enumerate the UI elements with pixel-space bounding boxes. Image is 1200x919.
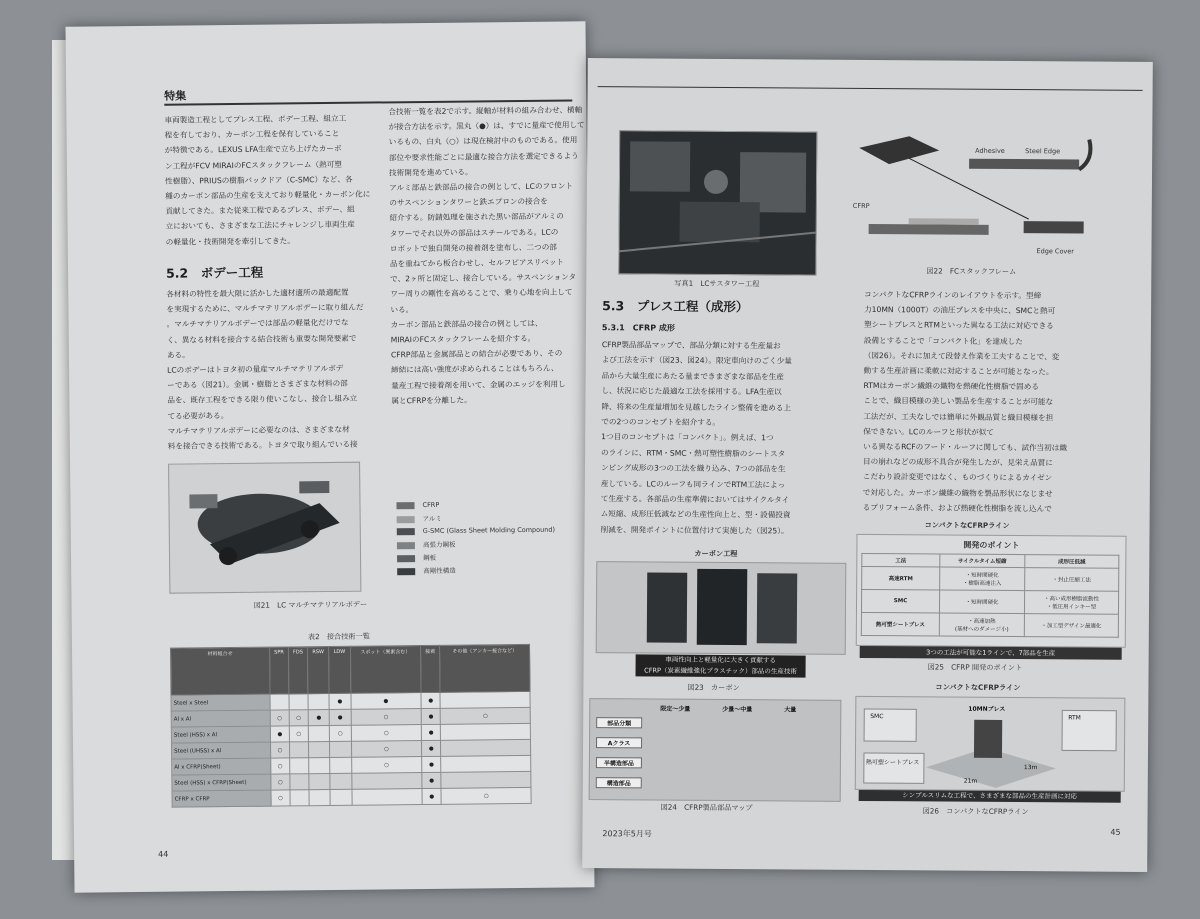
- table-cell: ●: [421, 724, 440, 740]
- fig22-label-cfrp: CFRP: [852, 201, 870, 211]
- text-line: のサスペンションタワーと鉄エプロンの接合を: [389, 196, 548, 208]
- text-line: 部位や要求性能ごとに最適な接合方法を選定できるよう: [388, 150, 579, 162]
- text-line: のラインに、RTM・SMC・熱可塑性樹脂のシートスタ: [601, 447, 786, 459]
- fig25-header: 工法: [862, 553, 940, 567]
- text-line: ロボットで独自開発の接着剤を塗布し、二つの部: [389, 242, 557, 254]
- text-line: 車両製造工程としてプレス工程、ボデー工程、組立工: [164, 113, 347, 125]
- text-line: し、状況に応じた最適な工法を採用する。LFA生産以: [601, 386, 782, 397]
- legend-item: [396, 501, 439, 509]
- figure-26-layout: [855, 696, 1126, 792]
- text-line: CFRP製品部品マップで、部品分類に対する生産量お: [601, 340, 781, 351]
- text-line: よび工法を示す（図23、図24）。限定車向けのごく少量: [601, 355, 792, 366]
- table-cell: [309, 774, 330, 790]
- text-line: MIRAIのFCスタックフレームを紹介する。: [390, 333, 536, 345]
- fig22-label-edge-cover: Edge Cover: [1036, 247, 1074, 256]
- legend-label: 高張力鋼板: [422, 540, 456, 550]
- text-line: ンピング成形の3つの工法を織り込み、7つの部品を生: [600, 463, 786, 474]
- figure-22-caption: 図22 FCスタックフレーム: [926, 266, 1017, 277]
- table-cell: [441, 771, 531, 788]
- table-cell: ○: [271, 790, 290, 806]
- text-line: ーである（図21）。金属・樹脂とさまざまな材料の部: [167, 378, 348, 390]
- legend-label: 鋼板: [423, 553, 437, 563]
- table-cell: ○: [289, 710, 308, 726]
- table-header: 接着: [421, 645, 441, 692]
- text-line: 量産工程で接着剤を用いて、金属のエッジを利用し: [391, 379, 566, 390]
- table-cell: ●: [421, 692, 440, 708]
- table-cell: [330, 789, 351, 805]
- subsection-5-3-1: 5.3.1 CFRP 成形: [601, 323, 675, 333]
- figure-26-caption: 図26 コンパクトなCFRPライン: [922, 806, 1029, 817]
- text-line: 目の崩れなどの成形不具合が発生したが、見栄え品質に: [862, 457, 1053, 468]
- carbon-process-illustration: [597, 562, 846, 654]
- text-line: マルチマテリアルボデーに必要なのは、さまざまな材: [167, 424, 350, 436]
- fig25-cell: ・短時間硬化 ・樹脂高速注入: [940, 567, 1025, 591]
- text-line: 動する生産計画に柔軟に対応することが可能となった。: [863, 365, 1054, 377]
- factory-photo-illustration: [619, 131, 816, 274]
- figure-23-caption: 図23 カーボン: [687, 682, 740, 693]
- text-line: ある。: [166, 350, 190, 360]
- table-cell: ●: [308, 710, 329, 726]
- table-cell: [289, 742, 308, 758]
- table-header: SPR: [270, 647, 289, 694]
- fig25-cell: ・高い成形樹脂流動性 ・低圧用インキー型: [1024, 591, 1118, 615]
- development-points-table: [861, 553, 1120, 638]
- text-line: 工法だが、工夫なしでは簡単に外観品質と織目模様を担: [863, 411, 1054, 422]
- text-line: て生産する。各部品の生産準備においてはサイクルタイ: [600, 494, 790, 505]
- legend-swatch: [397, 542, 415, 549]
- thermoplastic-label: 熱可塑シートプレス: [865, 758, 920, 767]
- text-line: ン工程がFCV MIRAIのFCスタックフレーム（熱可塑: [164, 159, 342, 171]
- text-line: 技術開発を進めている。: [388, 167, 473, 178]
- legend-item: [397, 540, 456, 550]
- text-line: コンパクトなCFRPラインのレイアウトを示す。型締: [864, 289, 1042, 301]
- joining-technology-table: [170, 644, 532, 808]
- table-cell: ○: [351, 741, 422, 758]
- figure-26-summary-bar: シンプルスリムな工程で、さまざまな部品の生産計画に対応: [859, 790, 1121, 803]
- table-cell: ○: [351, 757, 422, 774]
- text-line: 削減を、開発ポイントに位置付けて実施した（図25）。: [600, 524, 789, 536]
- text-line: 1つ目のコンセプトは「コンパクト」。例えば、1つ: [601, 432, 774, 443]
- text-line: ム短縮、成形圧低減などの生産性向上と、型・設備投資: [600, 509, 791, 520]
- table-cell: [309, 758, 330, 774]
- press-label: 10MNプレス: [968, 705, 1006, 713]
- photo-1-caption: 写真1 LCサスタワー工程: [674, 278, 760, 289]
- fig25-cell: ・短時間硬化: [939, 590, 1024, 614]
- figure-24-map: [589, 698, 842, 802]
- width-13m: 13m: [1023, 764, 1038, 772]
- figure-23-title: カーボン工程: [694, 548, 738, 559]
- fig24-column-label: 少量～中量: [722, 705, 753, 714]
- table-cell: Steel (HSS) x CFRP(Sheet): [172, 774, 271, 791]
- figure-21-image: [168, 462, 361, 594]
- fig25-cell: ・封止圧縮工法: [1024, 568, 1118, 592]
- text-line: てる必要がある。: [167, 410, 229, 421]
- text-line: 合技術一覧を表2で示す。縦軸が材料の組み合わせ、横軸: [388, 105, 583, 117]
- text-line: く、異なる材料を接合する結合技術も重要な開発要素で: [166, 333, 357, 345]
- photo-1-factory: [618, 130, 817, 275]
- text-line: で対応した。カーボン繊維の織物を製品形状になじませ: [862, 487, 1053, 498]
- fig25-cell: ・高速加熱 (基材へのダメージ小): [939, 613, 1024, 637]
- table-cell: ○: [351, 725, 422, 742]
- smc-label: SMC: [870, 713, 884, 721]
- legend-item: [397, 526, 555, 536]
- table-header: その他（アンカー接合など）: [440, 644, 530, 692]
- table-cell: [308, 694, 329, 710]
- legend-label: CFRP: [422, 500, 440, 510]
- text-line: で、2ヶ所と固定し、接合している。サスペンションタ: [390, 272, 577, 284]
- fig24-column-label: 限定～少量: [660, 705, 691, 713]
- fig25-cell: 高速RTM: [862, 566, 940, 590]
- table-header: RSW: [307, 647, 329, 694]
- fig25-row: [861, 589, 1118, 614]
- table-cell: [330, 741, 351, 757]
- table-cell: [441, 739, 531, 756]
- legend-swatch: [397, 568, 415, 575]
- section-5-2-title: 5.2 ボデー工程: [165, 264, 264, 281]
- text-line: 設備とすることで「コンパクト化」を達成した: [863, 335, 1023, 346]
- figure-24-columns: [590, 699, 840, 714]
- table-cell: ○: [441, 787, 531, 804]
- section-5-3-title: 5.3 プレス工程（成形）: [602, 298, 749, 315]
- text-line: 各材料の特性を最大限に活かした適材適所の最適配置: [166, 287, 349, 299]
- fig22-label-adhesive: Adhesive: [975, 146, 1005, 155]
- fig24-row-label: 半構造部品: [596, 757, 642, 768]
- table-cell: [351, 773, 422, 790]
- table-row: [172, 787, 531, 807]
- text-line: 力10MN（1000T）の油圧プレスを中央に、SMCと熱可: [864, 305, 1056, 316]
- text-line: 立においても、さまざまな工法にチャレンジし車両生産: [165, 220, 355, 232]
- legend-item: [397, 566, 456, 576]
- text-line: 。マルチマテリアルボデーでは部品の軽量化だけでな: [166, 318, 349, 330]
- rtm-label: RTM: [1068, 714, 1081, 722]
- table-cell: Steel (UHSS) x Al: [171, 742, 270, 759]
- table-cell: ●: [422, 740, 441, 756]
- page-number-left: 44: [158, 849, 169, 859]
- table-cell: CFRP x CFRP: [172, 790, 271, 807]
- text-line: 塑シートプレスとRTMといった異なる工法に対応できる: [863, 320, 1054, 331]
- text-line: RTMはカーボン繊維の織物を熱硬化性樹脂で固める: [863, 381, 1039, 392]
- table-cell: ●: [422, 772, 441, 788]
- text-line: 品を、既存工程をできる限り使いこなし、接合し組み立: [167, 394, 358, 406]
- text-line: 属とCFRPを分離した。: [391, 395, 472, 406]
- fig24-row-label: 部品分類: [596, 717, 642, 728]
- table-cell: Al x Al: [171, 710, 270, 727]
- top-rule: [598, 86, 1143, 91]
- table-cell: [308, 742, 329, 758]
- figure-25-box: [856, 534, 1127, 648]
- table-2-caption: 表2 接合技術一覧: [307, 631, 371, 642]
- text-line: 保できない。LCのルーフと形状が似て: [863, 426, 994, 437]
- table-cell: [289, 758, 308, 774]
- page-number-right: 45: [1110, 827, 1121, 837]
- table-cell: ●: [421, 708, 440, 724]
- table-cell: [270, 694, 289, 710]
- figure-21-caption: 図21 LC マルチマテリアルボデー: [253, 599, 368, 610]
- text-line: が接合方法を示す。黒丸（●）は、すでに量産で使用して: [388, 120, 585, 132]
- figure-26-title: コンパクトなCFRPライン: [935, 682, 1021, 693]
- table-cell: Al x CFRP(Sheet): [172, 758, 271, 775]
- figure-25-box-title: 開発のポイント: [963, 540, 1020, 551]
- table-cell: [308, 726, 329, 742]
- table-cell: [289, 694, 308, 710]
- legend-label: 高剛性構造: [423, 566, 456, 576]
- table-cell: [441, 755, 531, 772]
- table-cell: ○: [271, 758, 290, 774]
- text-line: 品を重ねてから板合わせし、セルフピアスリベット: [389, 257, 565, 269]
- table-header: LDW: [329, 646, 351, 693]
- text-line: 料を接合できる技術である。トヨタで取り組んでいる接: [167, 439, 358, 451]
- length-21m: 21m: [963, 777, 978, 785]
- table-cell: [440, 691, 530, 708]
- banner-line-2: CFRP（炭素繊維強化プラスチック）部品の生産技術: [644, 666, 797, 676]
- figure-25-title: コンパクトなCFRPライン: [924, 520, 1010, 530]
- fig25-cell: 熱可塑シートプレス: [861, 612, 939, 636]
- figure-23-image: [596, 561, 847, 655]
- text-line: 降、将来の生産量増加を見越したライン整備を進める上: [601, 401, 792, 413]
- table-cell: ●: [329, 693, 350, 709]
- table-cell: ○: [271, 742, 290, 758]
- legend-label: G-SMC (Glass Sheet Molding Compound): [422, 525, 556, 536]
- text-line: を実現するために、マルチマテリアルボデーに取り組んだ: [166, 302, 364, 314]
- legend-item: [397, 514, 442, 523]
- legend-swatch: [397, 516, 415, 523]
- footer-issue: 2023年5月号: [602, 829, 652, 839]
- section-header: 特集: [164, 89, 187, 103]
- table-header: スポット（異素含む）: [350, 646, 421, 694]
- fig25-cell: ・加工型デザイン最適化: [1024, 614, 1118, 638]
- fig25-header: 成形圧低減: [1025, 555, 1119, 569]
- table-cell: [352, 789, 423, 806]
- figure-22-diagram: [848, 128, 1119, 262]
- text-line: LCのボデーはトヨタ初の量産マルチマテリアルボデ: [167, 363, 344, 375]
- fig24-row-label: 構造部品: [596, 777, 642, 788]
- figure-23-banner: [636, 654, 806, 677]
- text-line: 産している。LCのルーフも同ラインでRTM工法によっ: [600, 478, 786, 490]
- text-line: 性樹脂）、PRIUSの樹脂バックドア（C-SMC）など、各: [165, 174, 353, 186]
- text-line: 程を有しており、カーボン工程を保有していること: [164, 129, 340, 140]
- fig25-cell: SMC: [861, 589, 939, 613]
- table-header: 材料組合せ: [170, 647, 270, 695]
- text-line: CFRP部品と金属部品との結合が必要であり、その: [390, 348, 563, 360]
- table-header: FDS: [288, 647, 308, 694]
- legend-label: アルミ: [422, 514, 442, 524]
- table-cell: ●: [422, 788, 441, 804]
- table-cell: ○: [289, 726, 308, 742]
- text-line: いる異なるRCFのフード・ルーフに関しても、試作当初は織: [863, 441, 1067, 453]
- text-line: るプリフォーム条件、および熱硬化性樹脂を流し込んで: [862, 502, 1052, 514]
- table-cell: [290, 774, 309, 790]
- table-cell: ○: [441, 707, 531, 724]
- fig25-row: [861, 612, 1118, 637]
- left-page: [65, 21, 594, 892]
- table-cell: [290, 790, 309, 806]
- fig24-column-label: 大量: [784, 706, 797, 714]
- fig22-label-steel-edge: Steel Edge: [1025, 147, 1061, 156]
- legend-swatch: [397, 555, 415, 562]
- legend-swatch: [397, 528, 415, 535]
- fig24-row-label: Aクラス: [596, 737, 642, 748]
- text-line: の軽量化・技術開発を牽引してきた。: [165, 235, 295, 247]
- table-cell: ○: [270, 710, 289, 726]
- text-line: （図26）。それに加えて段替え作業を工夫することで、変: [863, 350, 1060, 362]
- table-cell: [441, 723, 531, 740]
- table-cell: ○: [351, 709, 422, 726]
- right-page: [582, 58, 1153, 872]
- table-cell: [330, 757, 351, 773]
- text-line: 品から大量生産にあたる量まできまざまな部品を生産: [601, 370, 784, 382]
- text-line: ワー周りの剛性を高めることで、乗り心地を向上して: [390, 287, 573, 299]
- text-line: アルミ部品と鉄部品の接合の例として、LCのフロント: [389, 181, 573, 193]
- table-cell: Steel x Steel: [171, 694, 270, 711]
- legend-item: [397, 553, 436, 562]
- text-line: が特徴である。LEXUS LFA生産で立ち上げたカーボ: [164, 144, 342, 156]
- text-line: いるもの、白丸（○）は現在検討中のものである。使用: [388, 135, 578, 147]
- text-line: 締結には高い強度が求められることはもちろん、: [391, 363, 559, 375]
- text-line: 貢献してきた。また従来工程であるプレス、ボデー、組: [165, 204, 355, 216]
- text-line: ことで、織目模様の美しい製品を生産することが可能な: [863, 396, 1054, 407]
- text-line: タワーでそれ以外の部品はスチールである。LCの: [389, 227, 559, 238]
- table-cell: Steel (HSS) x Al: [171, 726, 270, 743]
- figure-25-summary-bar: 3つの工法が可能な1ラインで、7部品を生産: [860, 646, 1122, 660]
- car-body-illustration: [169, 463, 360, 593]
- table-cell: [330, 773, 351, 789]
- text-line: での2つのコンセプトを紹介する。: [601, 417, 721, 427]
- table-cell: ○: [330, 725, 351, 741]
- table-cell: ●: [329, 709, 350, 725]
- text-line: いる。: [390, 304, 414, 314]
- fig25-header: サイクルタイム短縮: [940, 554, 1025, 568]
- table-cell: ●: [270, 726, 289, 742]
- table-cell: ○: [271, 774, 290, 790]
- fig25-row: [862, 566, 1119, 591]
- table-cell: ●: [422, 756, 441, 772]
- figure-25-caption: 図25 CFRP 開発のポイント: [927, 662, 1023, 673]
- table-cell: ●: [351, 693, 422, 710]
- text-line: こだわり設計変更ではなく、ものづくりによるカイゼン: [862, 472, 1053, 483]
- figure-24-caption: 図24 CFRP製品部品マップ: [660, 802, 753, 813]
- banner-line-1: 車両性向上と軽量化に大きく貢献する: [665, 655, 776, 665]
- text-line: 紹介する。防錆処理を施された黒い部品がアルミの: [389, 211, 564, 223]
- legend-swatch: [396, 502, 414, 509]
- text-line: カーボン部品と鉄部品の接合の例としては、: [390, 318, 543, 330]
- text-line: 種のカーボン部品の生産を支えており軽量化・カーボン化に: [165, 189, 371, 201]
- table-cell: [309, 790, 330, 806]
